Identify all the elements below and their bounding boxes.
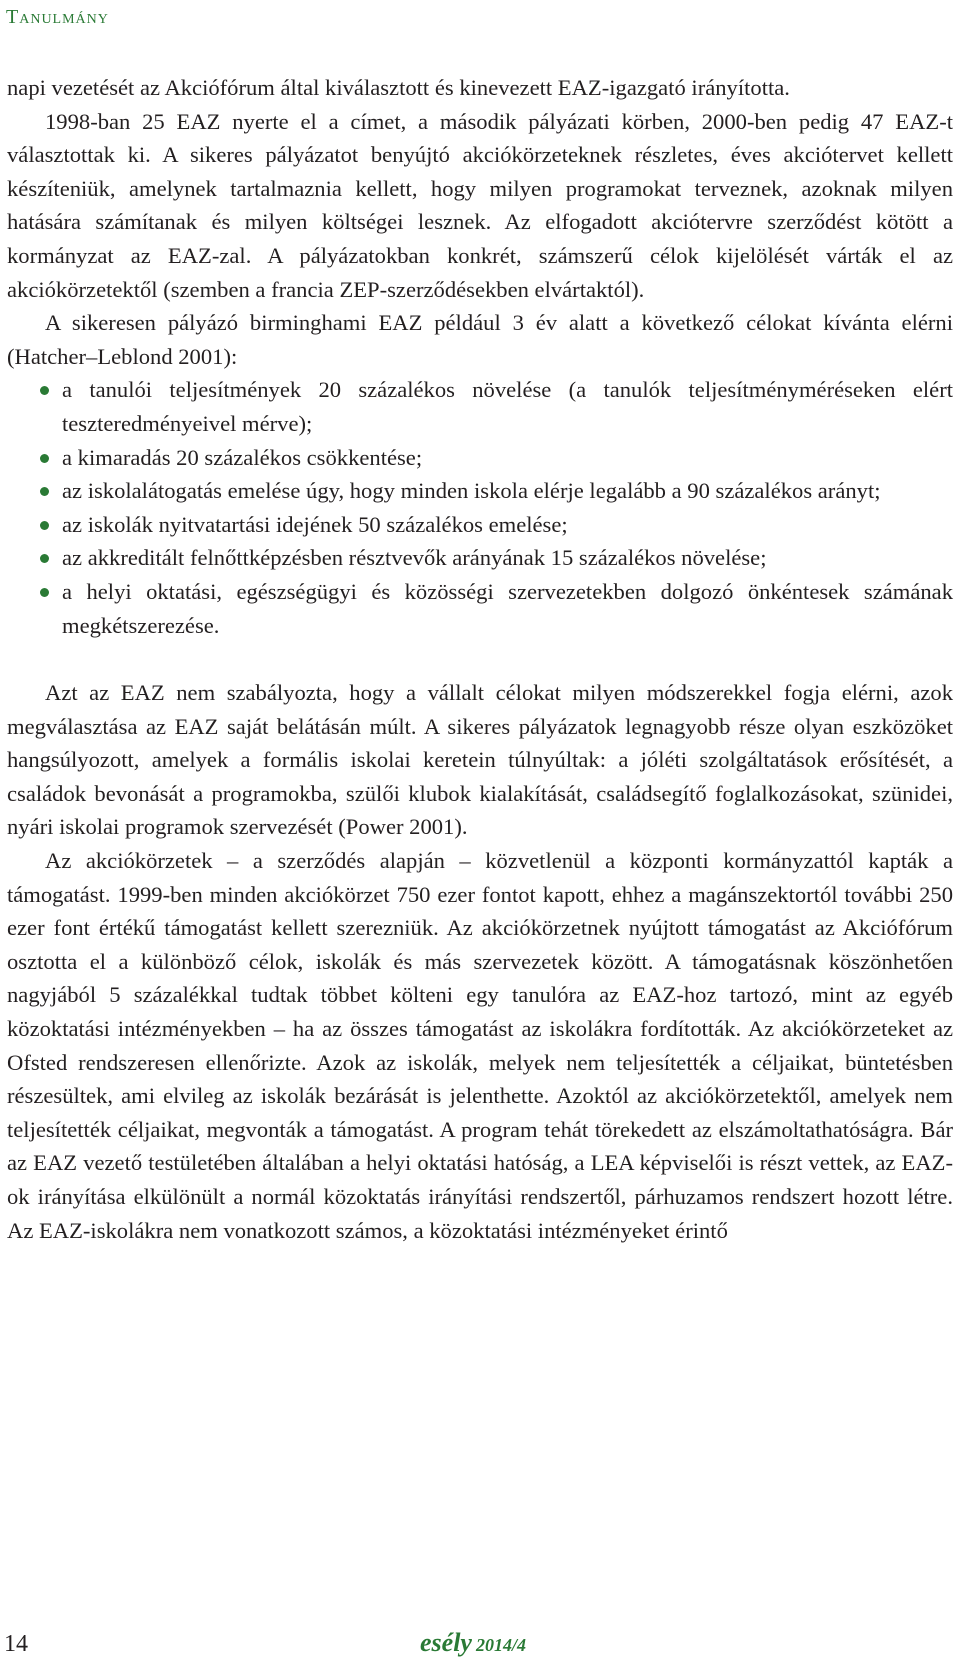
list-item: az iskolák nyitvatartási idejének 50 százalékos emelése; xyxy=(7,508,953,542)
article-body xyxy=(7,71,953,1247)
journal-issue: 2014/4 xyxy=(475,1635,526,1655)
paragraph: napi vezetését az Akciófórum által kiválasztott és kinevezett EAZ-igazgató irányította. xyxy=(7,75,790,100)
paragraph: A sikeresen pályázó birminghami EAZ például 3 év alatt a következő célokat kívánta elérni (Hatcher–Leblond 2001): xyxy=(7,310,953,369)
list-item: a helyi oktatási, egészségügyi és közösségi szervezetekben dolgozó önkéntesek számának megkétszerezése. xyxy=(7,575,953,642)
section-header: Tanulmány xyxy=(6,6,109,28)
bullet-icon xyxy=(40,454,49,463)
list-item: az iskolalátogatás emelése úgy, hogy minden iskola elérje legalább a 90 százalékos arányt; xyxy=(7,474,953,508)
bullet-icon xyxy=(40,386,49,395)
list-item: az akkreditált felnőttképzésben résztvevők arányának 15 százalékos növelése; xyxy=(7,541,953,575)
journal-name: esély xyxy=(420,1628,472,1657)
bullet-icon xyxy=(40,487,49,496)
list-item: a kimaradás 20 százalékos csökkentése; xyxy=(7,441,953,475)
journal-title xyxy=(420,1628,526,1658)
goals-list xyxy=(7,373,953,642)
bullet-icon xyxy=(40,521,49,530)
page-number: 14 xyxy=(4,1631,28,1657)
bullet-icon xyxy=(40,554,49,563)
list-item: a tanulói teljesítmények 20 százalékos növelése (a tanulók teljesítményméréseken elért teszteredményeivel mérve); xyxy=(7,373,953,440)
paragraph: Az akciókörzetek – a szerződés alapján – közvetlenül a központi kormányzattól kapták a támogatást. 1999-ben minden akciókörzet 750 ezer fontot kapott, ehhez a magánszektortól további 250 ezer font értékű támogatást kellett szerezniük. Az akciókörzetnek nyújtott támogatást az Akciófórum osztotta el a különböző célok, iskolák és más szervezetek között. A támogatásnak köszönhetően nagyjából 5 százalékkal tudtak többet költeni egy tanulóra az EAZ-hoz tartozó, mint az egyéb közoktatási intézményekben – ha az összes támogatást az iskolákra fordították. Az akciókörzeteket az Ofsted rendszeresen ellenőrizte. Azok az iskolák, melyek nem teljesítették a céljaikat, büntetésben részesültek, ami elvileg az iskolák bezárását is jelenthette. Azoktól az akciókörzetektől, amelyek nem teljesítették céljaikat, megvonták a támogatást. A program tehát törekedett az elszámoltathatóságra. Bár az EAZ vezető testületében általában a helyi oktatási hatóság, a LEA képviselői is részt vettek, az EAZ-ok irányítása elkülönült a normál közoktatás irányítási rendszertől, párhuzamos rendszert hozott létre. Az EAZ-iskolákra nem vonatkozott számos, a közoktatási intézményeket érintő xyxy=(7,848,953,1243)
paragraph: 1998-ban 25 EAZ nyerte el a címet, a második pályázati körben, 2000-ben pedig 47 EAZ-t választottak ki. A sikeres pályázatot benyújtó akciókörzeteknek részletes, éves akciótervet kellett készíteniük, amelynek tartalmaznia kellett, hogy milyen programokat terveznek, azoknak milyen hatására számítanak és milyen költségei lesznek. Az elfogadott akciótervre szerződést kötött a kormányzat az EAZ-zal. A pályázatokban konkrét, számszerű célok kijelölését várták el az akciókörzetektől (szemben a francia ZEP-szerződésekben elvártaktól). xyxy=(7,108,953,302)
section-gap xyxy=(7,642,953,676)
paragraph: Azt az EAZ nem szabályozta, hogy a vállalt célokat milyen módszerekkel fogja elérni, azok megválasztása az EAZ saját belátásán múlt. A sikeres pályázatok legnagyobb része olyan eszközöket hangsúlyozott, amelyek a formális iskolai keretein túlnyúltak: a jóléti szolgáltatások erősítését, a családok bevonását a programokba, szülői klubok kialakítását, családsegítő foglalkozásokat, szünidei, nyári iskolai programok szervezését (Power 2001). xyxy=(7,680,953,840)
bullet-icon xyxy=(40,588,49,597)
